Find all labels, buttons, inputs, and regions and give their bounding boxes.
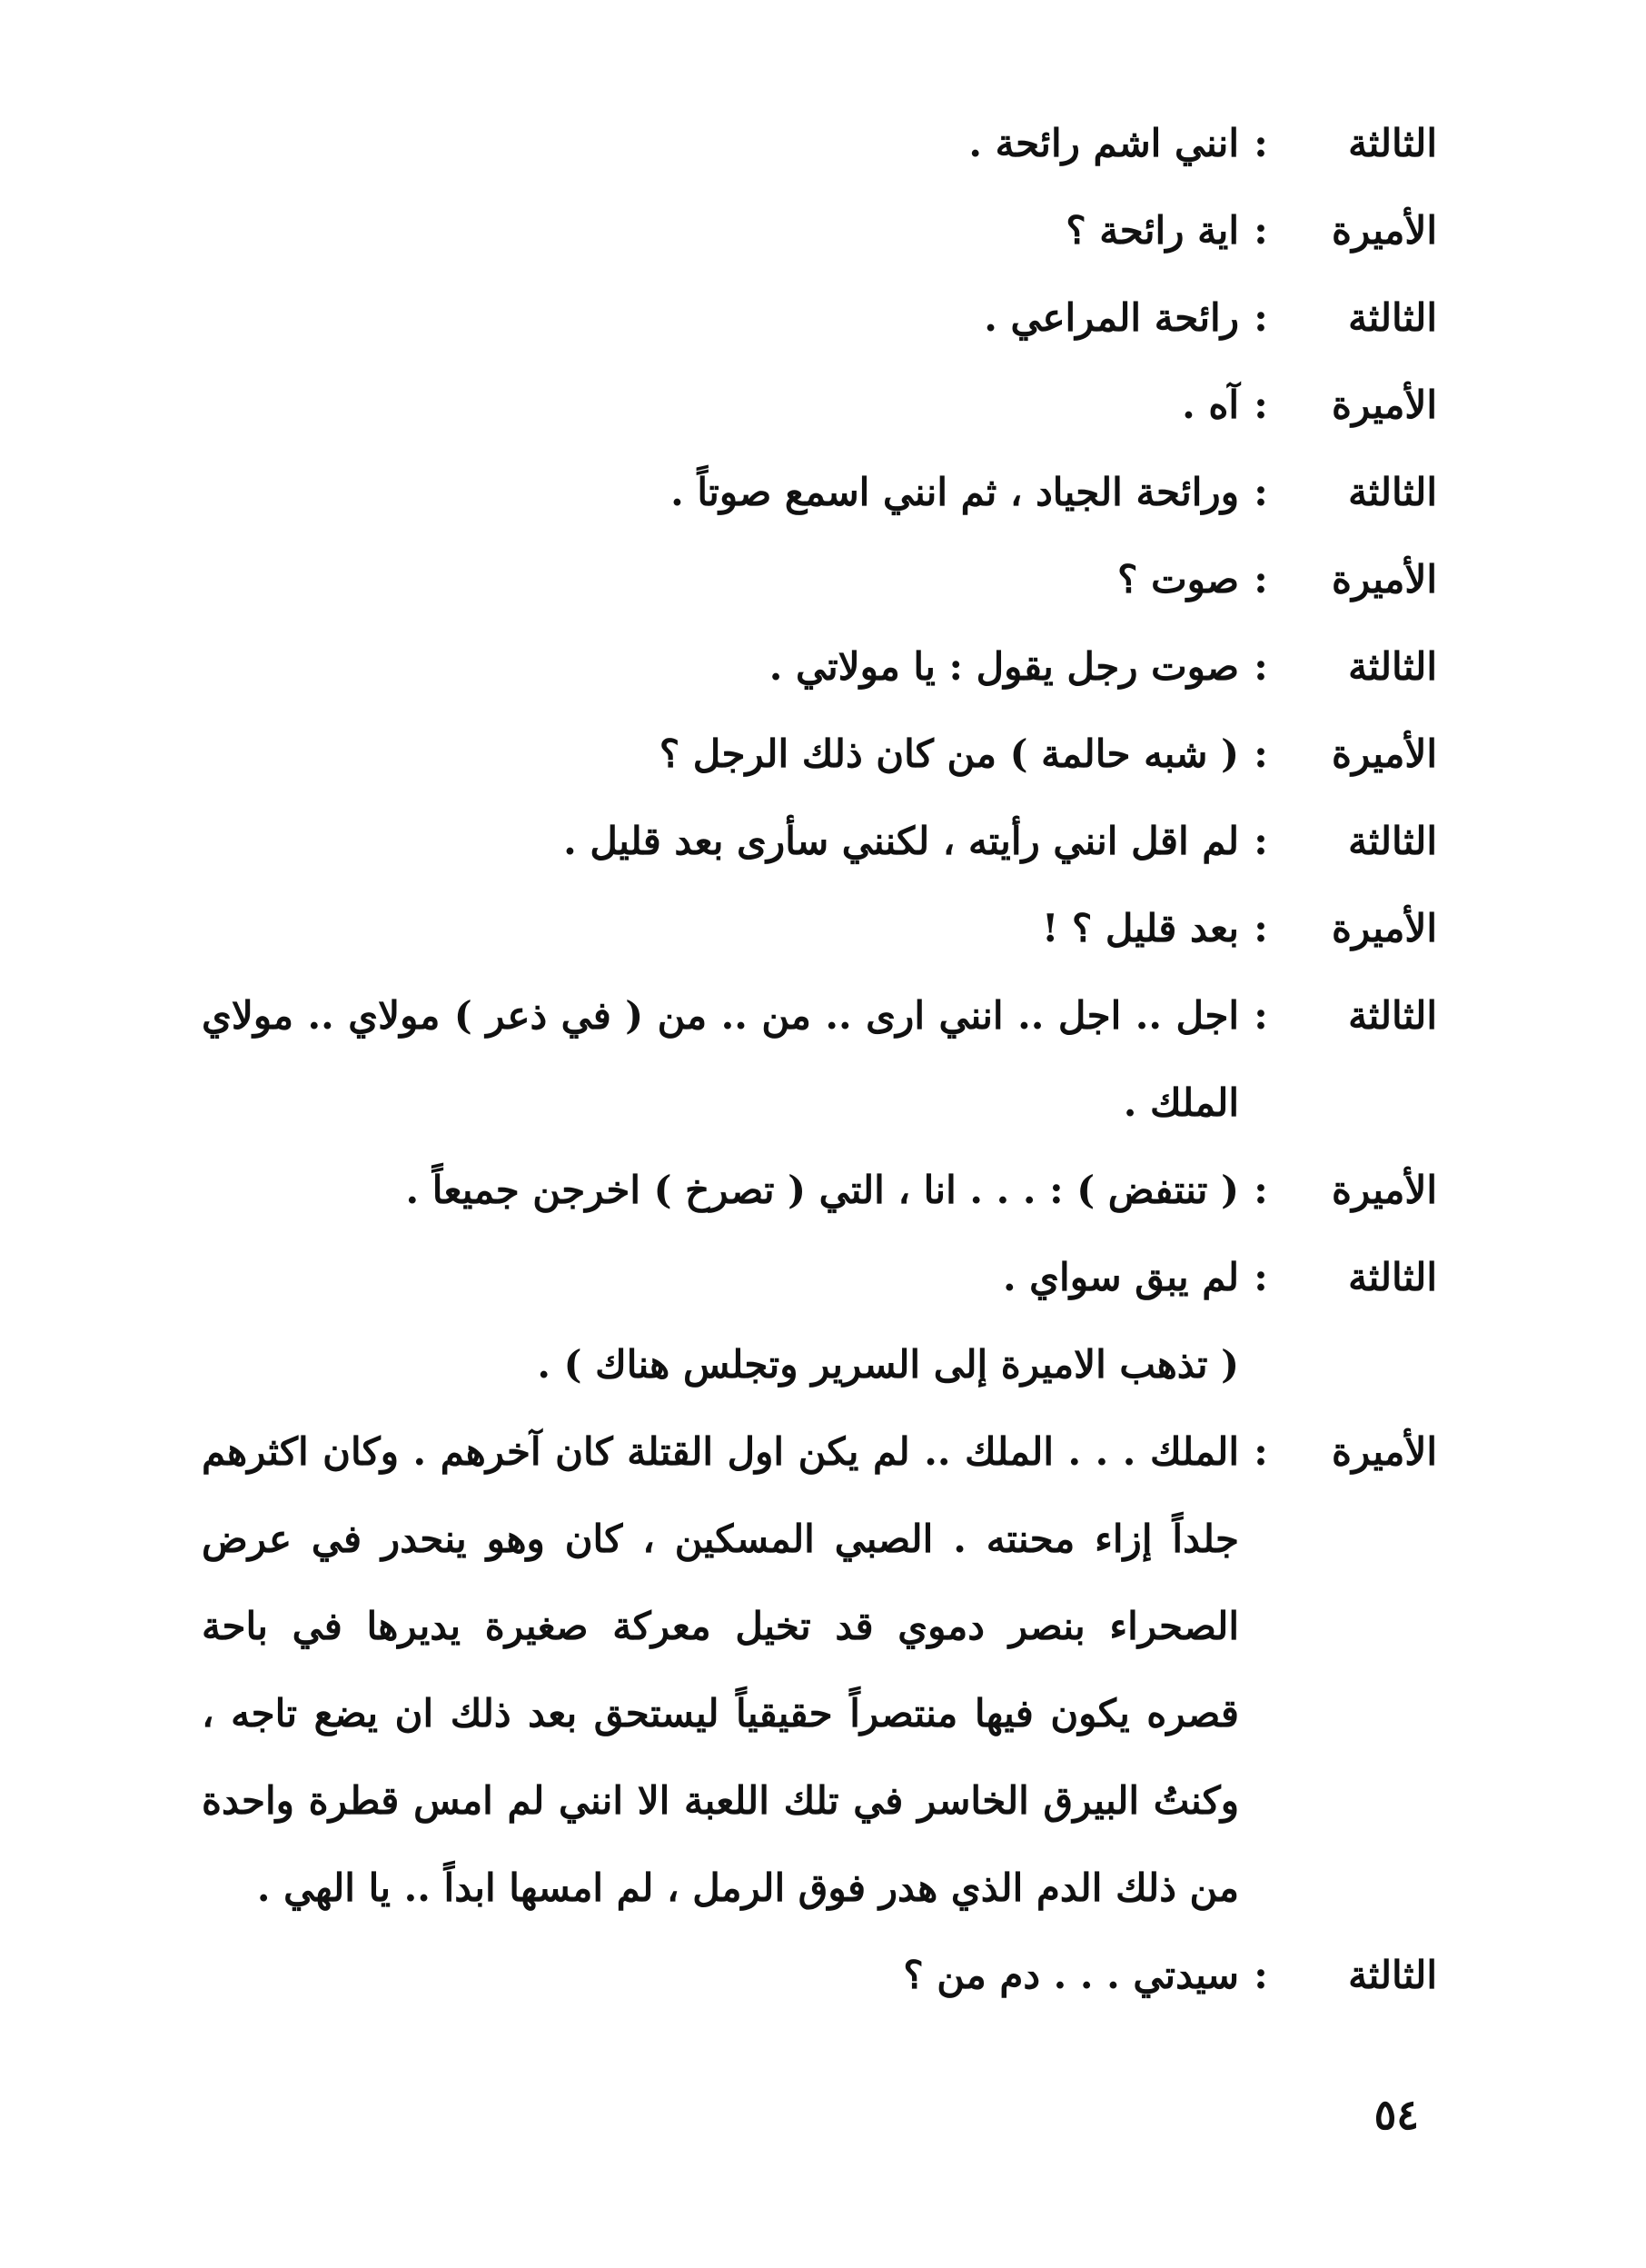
page-number: ٥٤ xyxy=(1373,2090,1419,2139)
speech-text: لم يبق سواي . xyxy=(1002,1255,1239,1299)
speaker-name: الثالثة xyxy=(1348,1255,1437,1299)
speaker-name: الثالثة xyxy=(1348,295,1437,340)
speaker-colon: : xyxy=(1254,121,1268,165)
dialogue-line xyxy=(202,1147,1437,1234)
speaker-colon: : xyxy=(1254,1953,1268,1997)
speaker-name: الثالثة xyxy=(1348,819,1437,863)
speaker-colon: : xyxy=(1254,1429,1268,1474)
speaker-name: الأميرة xyxy=(1332,383,1437,427)
speaker-name: الأميرة xyxy=(1332,208,1437,253)
dialogue-line xyxy=(202,972,1437,1147)
speaker-name: الأميرة xyxy=(1332,557,1437,602)
speech-text: الملك . . . الملك .. لم يكن اول القتلة كان آخرهم . وكان اكثرهم جلداً إزاء محنته . الصبي المسكين ، كان وهو ينحدر في عرض الصحراء بنصر دموي قد تخيل معركة صغيرة يديرها في باحة قصره يكون فيها منتصراً حقيقياً ليستحق بعد ذلك ان يضع تاجه ، وكنتُ البيرق الخاسر في تلك اللعبة الا انني لم امس قطرة واحدة من ذلك الدم الذي هدر فوق الرمل ، لم امسها ابداً .. يا الهي . xyxy=(202,1429,1239,1910)
speech-text: صوت ؟ xyxy=(1117,557,1239,602)
speaker-colon: : xyxy=(1254,208,1268,253)
speaker-name: الثالثة xyxy=(1348,644,1437,689)
dialogue-line xyxy=(202,274,1437,362)
speaker-colon: : xyxy=(1254,906,1268,950)
stage-direction: ( تذهب الاميرة إلى السرير وتجلس هناك ) . xyxy=(537,1342,1239,1387)
dialogue-line xyxy=(202,798,1437,885)
speech-text: لم اقل انني رأيته ، لكنني سأرى بعد قليل . xyxy=(563,819,1239,863)
speaker-name: الأميرة xyxy=(1332,731,1437,776)
dialogue-line xyxy=(202,1234,1437,1321)
speech-text: آه . xyxy=(1182,383,1239,427)
speech-text: ( تنتفض ) : . . . انا ، التي ( تصرخ ) اخرجن جميعاً . xyxy=(405,1168,1239,1212)
speaker-name: الأميرة xyxy=(1332,1429,1437,1474)
play-dialogue xyxy=(202,100,1437,2019)
speech-text: رائحة المراعي . xyxy=(984,295,1239,340)
speech-text: بعد قليل ؟ ! xyxy=(1041,906,1239,950)
dialogue-line xyxy=(202,1932,1437,2019)
speech-text: سيدتي . . . دم من ؟ xyxy=(903,1953,1239,1997)
speech-text: اجل .. اجل .. انني ارى .. من .. من ( في ذعر ) مولاي .. مولاي الملك . xyxy=(202,993,1239,1125)
speech-text: ( شبه حالمة ) من كان ذلك الرجل ؟ xyxy=(659,731,1239,776)
speaker-name: الثالثة xyxy=(1348,993,1437,1038)
dialogue-line xyxy=(202,187,1437,274)
speaker-colon: : xyxy=(1254,819,1268,863)
dialogue-line xyxy=(202,100,1437,187)
speaker-colon: : xyxy=(1254,470,1268,514)
speaker-colon: : xyxy=(1254,557,1268,602)
dialogue-line xyxy=(202,1408,1437,1932)
speaker-name: الأميرة xyxy=(1332,906,1437,950)
dialogue-line xyxy=(202,711,1437,798)
speech-text: انني اشم رائحة . xyxy=(968,121,1239,165)
speaker-name: الأميرة xyxy=(1332,1168,1437,1212)
dialogue-line xyxy=(202,623,1437,711)
speech-text: صوت رجل يقول : يا مولاتي . xyxy=(768,644,1239,689)
speech-text: ورائحة الجياد ، ثم انني اسمع صوتاً . xyxy=(670,470,1239,514)
speaker-colon: : xyxy=(1254,993,1268,1038)
speaker-name: الثالثة xyxy=(1348,470,1437,514)
dialogue-line xyxy=(202,536,1437,623)
dialogue-line xyxy=(202,362,1437,449)
speaker-colon: : xyxy=(1254,1168,1268,1212)
dialogue-line xyxy=(202,449,1437,536)
speaker-colon: : xyxy=(1254,731,1268,776)
dialogue-line xyxy=(202,885,1437,972)
speaker-colon: : xyxy=(1254,644,1268,689)
speaker-name: الثالثة xyxy=(1348,1953,1437,1997)
speaker-name: الثالثة xyxy=(1348,121,1437,165)
speaker-colon: : xyxy=(1254,383,1268,427)
speaker-colon: : xyxy=(1254,1255,1268,1299)
speech-text: اية رائحة ؟ xyxy=(1066,208,1239,253)
speaker-colon: : xyxy=(1254,295,1268,340)
